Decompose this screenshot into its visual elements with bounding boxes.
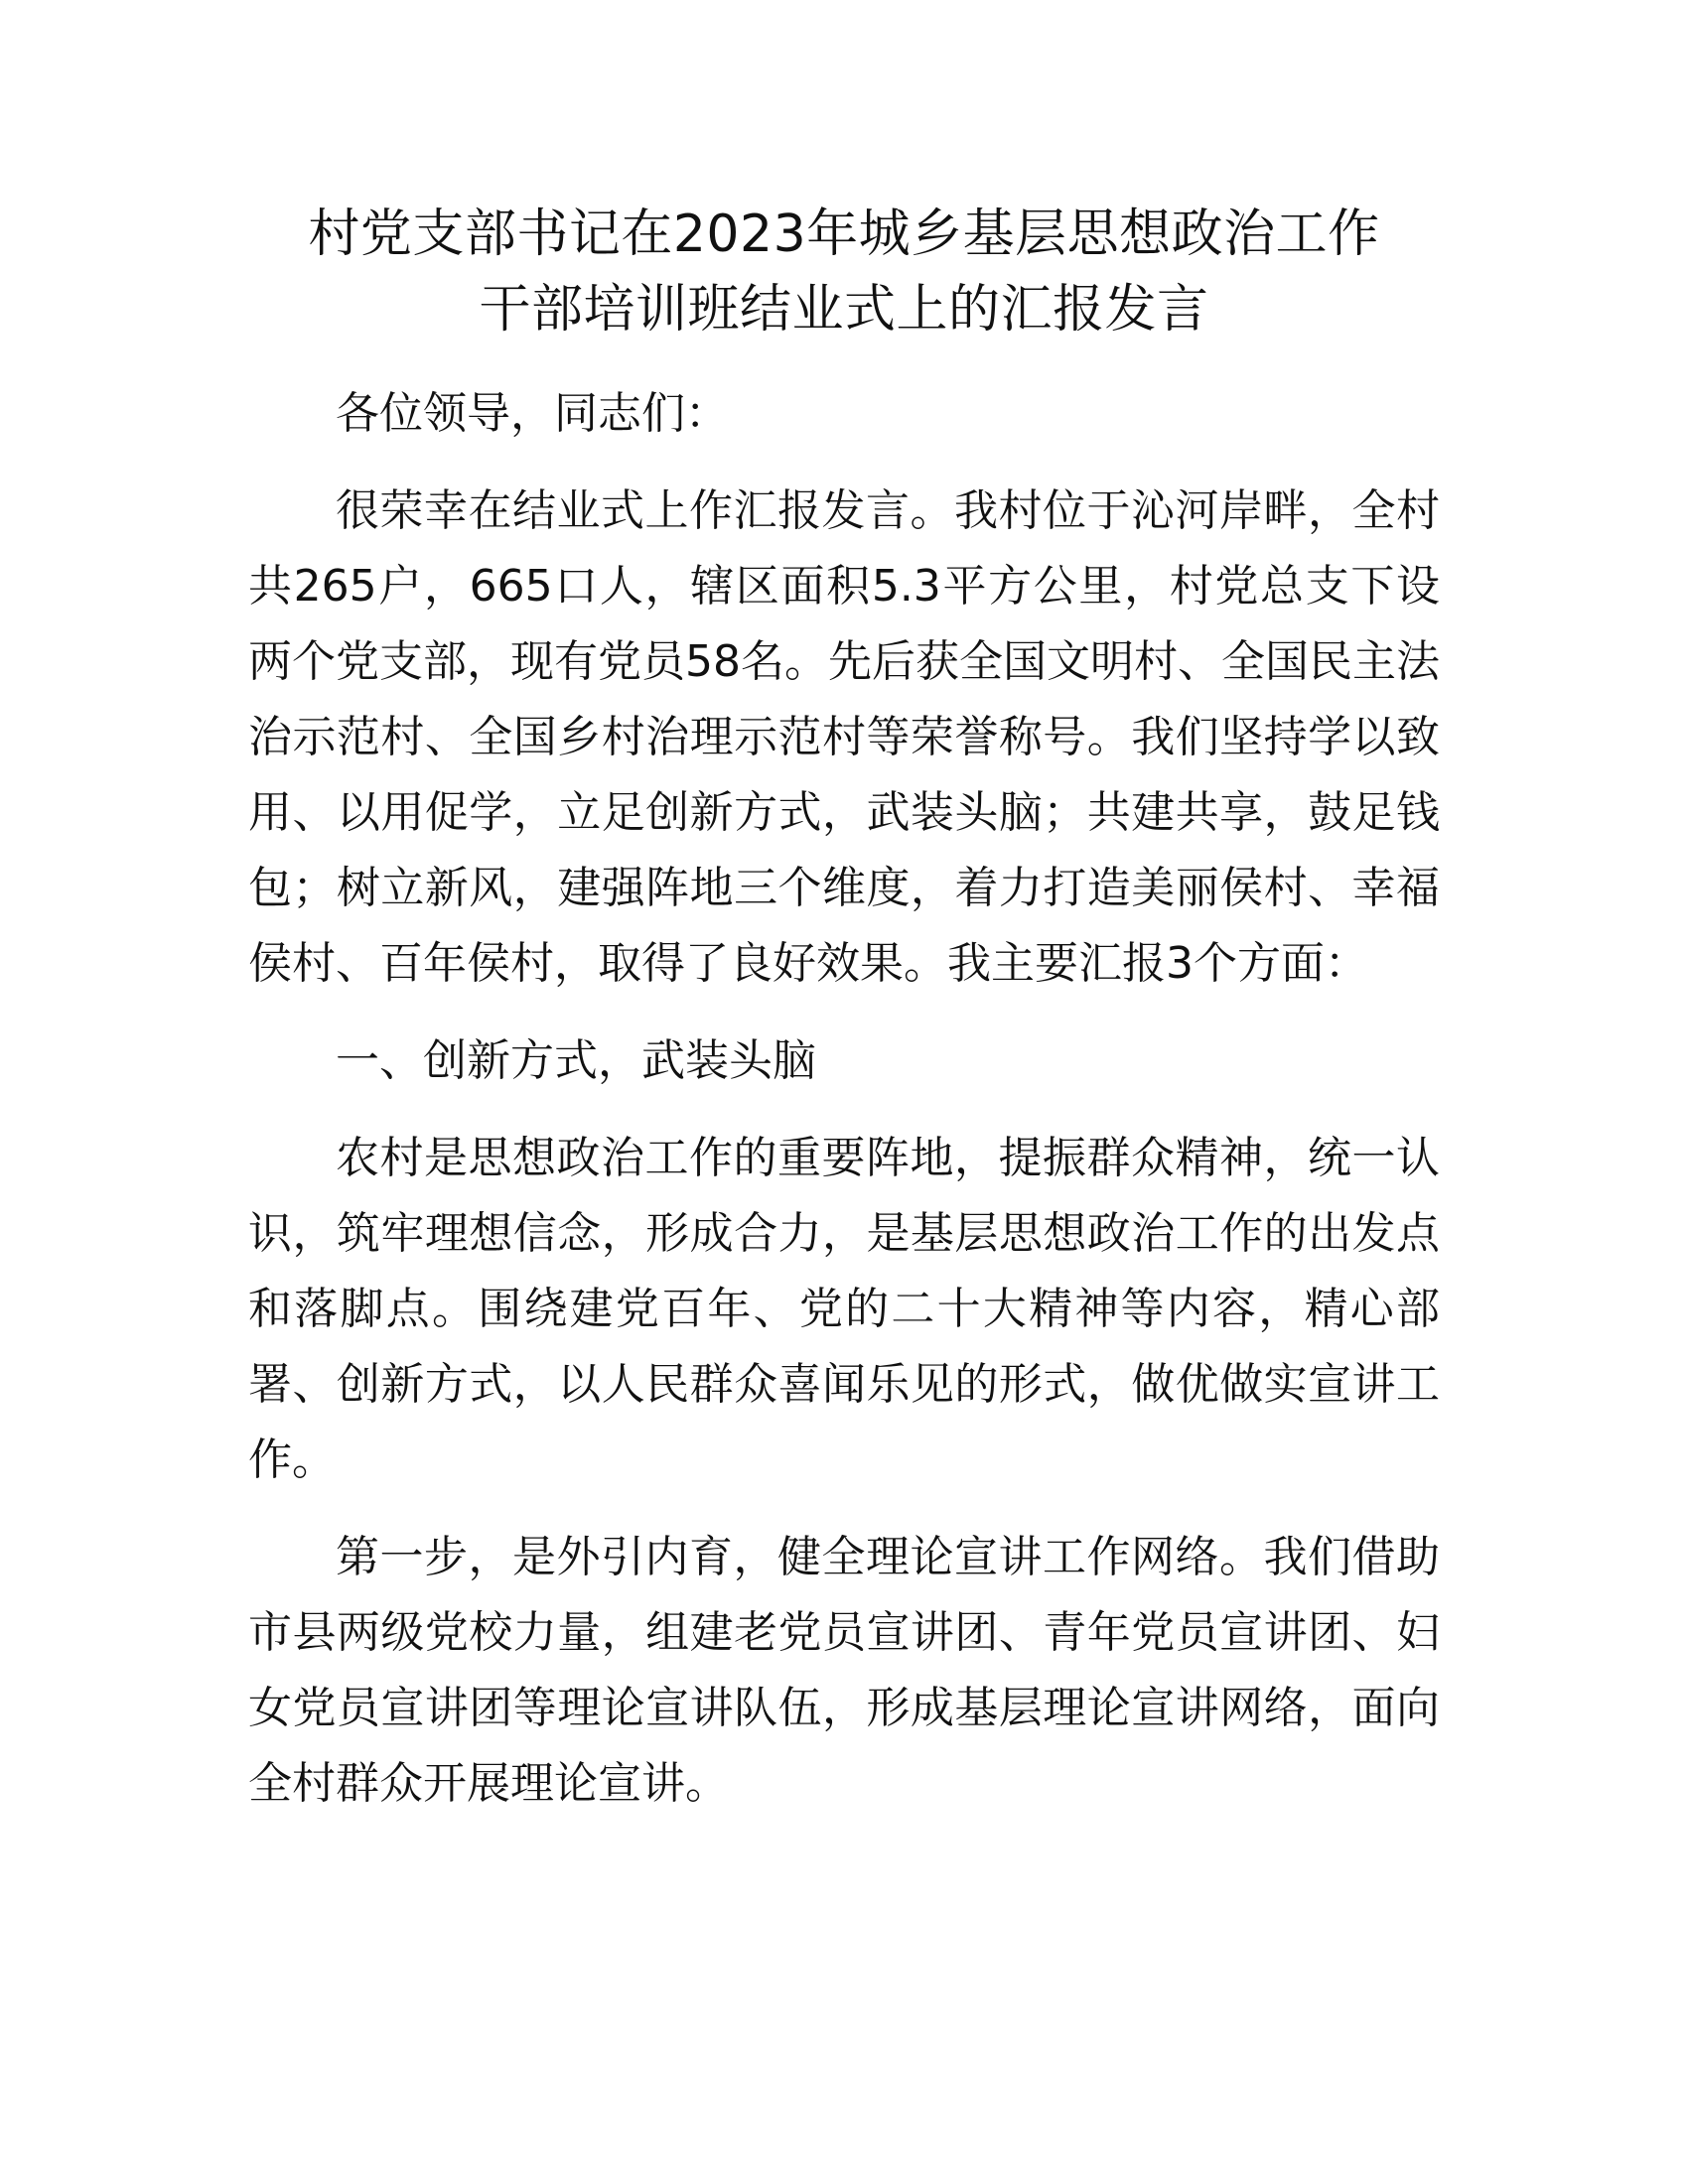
paragraph-section-1: 农村是思想政治工作的重要阵地，提振群众精神，统一认识，筑牢理想信念，形成合力，是基层思想政治工作的出发点和落脚点。围绕建党百年、党的二十大精神等内容，精心部署、创新方式，以人民群众喜闻乐见的形式，做优做实宣讲工作。 xyxy=(248,1133,1440,1485)
title-line-2: 干部培训班结业式上的汇报发言 xyxy=(479,280,1209,340)
greeting: 各位领导，同志们： xyxy=(336,388,729,439)
paragraph-step-1: 第一步，是外引内育，健全理论宣讲工作网络。我们借助市县两级党校力量，组建老党员宣讲团、青年党员宣讲团、妇女党员宣讲团等理论宣讲队伍，形成基层理论宣讲网络，面向全村群众开展理论宣讲。 xyxy=(248,1532,1440,1809)
document-body xyxy=(248,376,1440,1843)
title-line-1: 村党支部书记在2023年城乡基层思想政治工作 xyxy=(308,205,1380,264)
paragraph-intro: 很荣幸在结业式上作汇报发言。我村位于沁河岸畔，全村共265户，665口人，辖区面积5.3平方公里，村党总支下设两个党支部，现有党员58名。先后获全国文明村、全国民主法治示范村、全国乡村治理示范村等荣誉称号。我们坚持学以致用、以用促学，立足创新方式，武装头脑；共建共享，鼓足钱包；树立新风，建强阵地三个维度，着力打造美丽侯村、幸福侯村、百年侯村，取得了良好效果。我主要汇报3个方面： xyxy=(248,485,1440,989)
document-title xyxy=(238,197,1450,347)
section-heading-1: 一、创新方式，武装头脑 xyxy=(336,1035,816,1086)
